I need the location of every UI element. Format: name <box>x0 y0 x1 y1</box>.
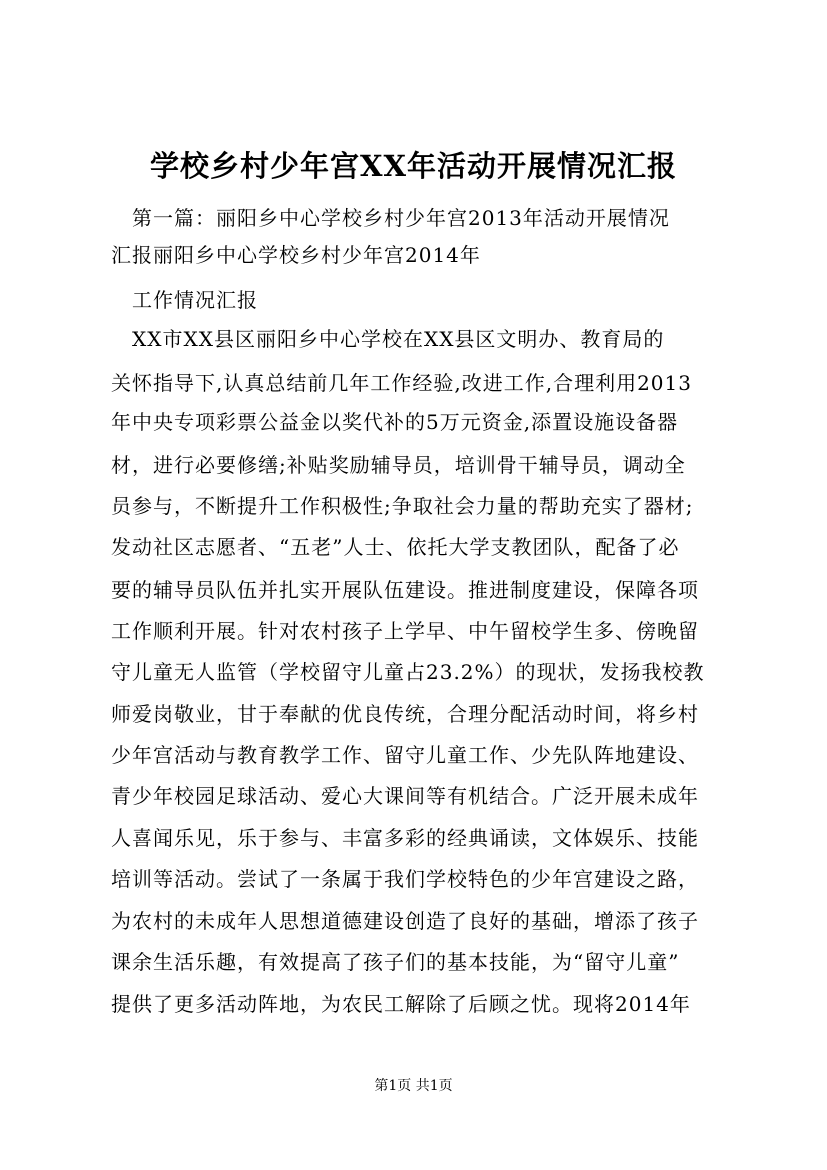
body-line: 为农村的未成年人思想道德建设创造了良好的基础，增添了孩子 <box>111 909 699 933</box>
document-title: 学校乡村少年宫XX年活动开展情况汇报 <box>149 149 677 183</box>
body-line: 材，进行必要修缮;补贴奖励辅导员，培训骨干辅导员，调动全 <box>111 453 686 477</box>
body-line: 发动社区志愿者、“五老”人士、依托大学支教团队，配备了必 <box>111 535 680 559</box>
body-line: 师爱岗敬业，甘于奉献的优良传统，合理分配活动时间，将乡村 <box>111 702 699 726</box>
body-line: 提供了更多活动阵地，为农民工解除了后顾之忧。现将2014年 <box>111 992 691 1016</box>
body-line: 工作顺利开展。针对农村孩子上学早、中午留校学生多、傍晚留 <box>111 619 699 643</box>
body-line: 年中央专项彩票公益金以奖代补的5万元资金,添置设施设备器 <box>111 410 679 434</box>
body-line: 人喜闻乐见，乐于参与、丰富多彩的经典诵读，文体娱乐、技能 <box>111 826 699 850</box>
body-line: 守儿童无人监管（学校留守儿童占23.2%）的现状，发扬我校教 <box>111 660 705 684</box>
body-line: 第一篇：丽阳乡中心学校乡村少年宫2013年活动开展情况 <box>111 206 670 230</box>
body-line: 汇报丽阳乡中心学校乡村少年宫2014年 <box>111 243 481 267</box>
body-line: 课余生活乐趣，有效提高了孩子们的基本技能，为“留守儿童” <box>111 950 680 974</box>
body-line: 要的辅导员队伍并扎实开展队伍建设。推进制度建设，保障各项 <box>111 578 699 602</box>
body-line: 关怀指导下,认真总结前几年工作经验,改进工作,合理利用2013 <box>111 371 692 395</box>
body-line: 员参与，不断提升工作积极性;争取社会力量的帮助充实了器材; <box>111 494 694 518</box>
body-line: 工作情况汇报 <box>111 288 258 312</box>
body-line: 培训等活动。尝试了一条属于我们学校特色的少年宫建设之路， <box>111 867 699 891</box>
body-line: 青少年校园足球活动、爱心大课间等有机结合。广泛开展未成年 <box>111 784 699 808</box>
body-line: XX市XX县区丽阳乡中心学校在XX县区文明办、教育局的 <box>111 327 665 351</box>
body-line: 少年宫活动与教育教学工作、留守儿童工作、少先队阵地建设、 <box>111 743 699 767</box>
page-footer: 第1页 共1页 <box>374 1078 453 1094</box>
